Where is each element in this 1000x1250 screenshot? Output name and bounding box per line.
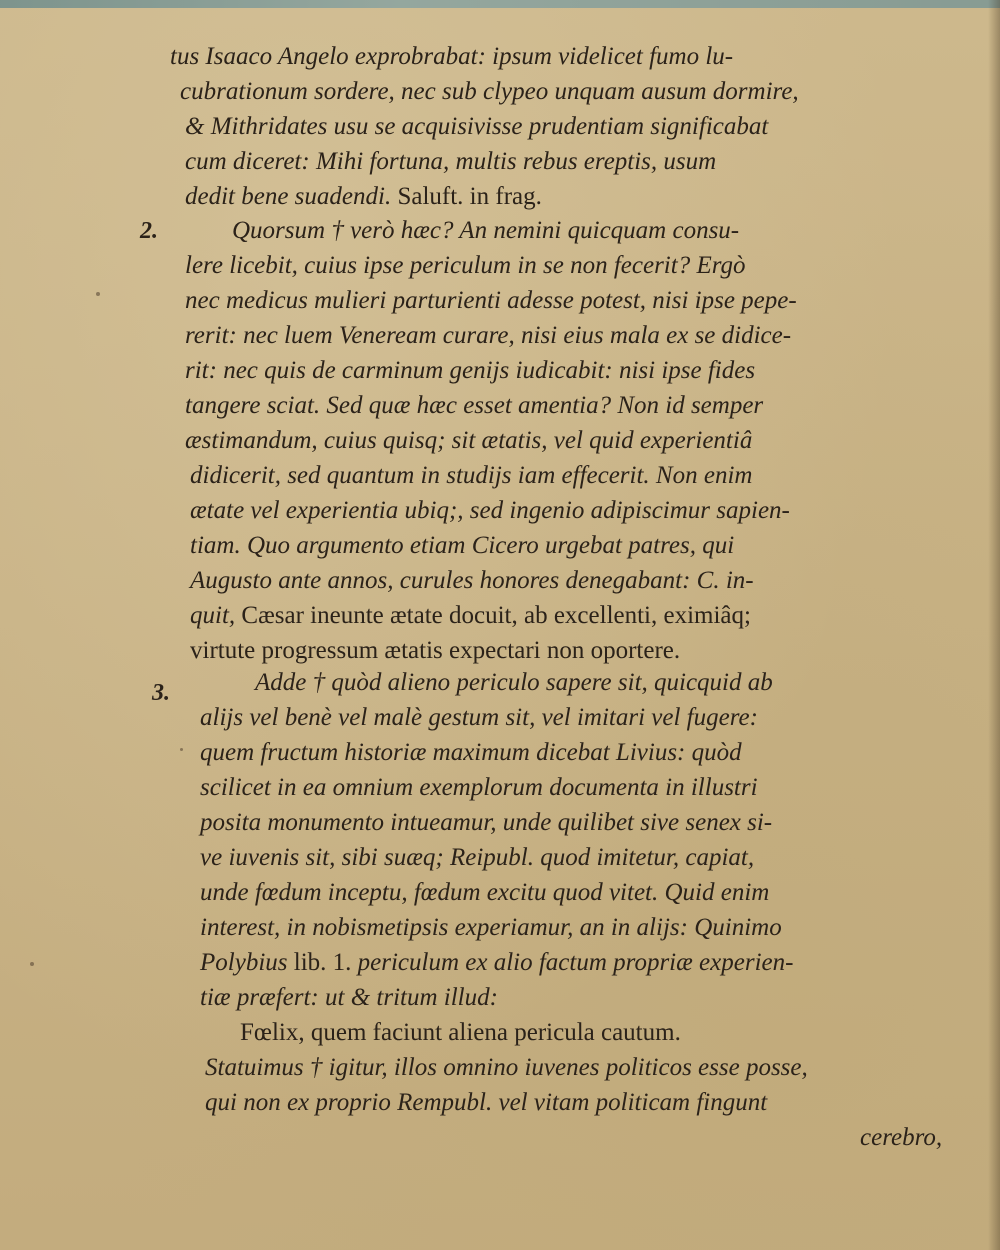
text-span: periculum ex alio factum propriæ experien- bbox=[357, 949, 794, 976]
text-line bbox=[185, 180, 542, 214]
text-line bbox=[190, 599, 751, 633]
text-line: quem fructum historiæ maximum dicebat Livius: quòd bbox=[200, 739, 742, 766]
text-line: unde fœdum inceptu, fœdum excitu quod vitet. Quid enim bbox=[200, 879, 770, 906]
top-edge-strip bbox=[0, 0, 1000, 8]
margin-number: 2. bbox=[140, 218, 158, 244]
text-line: Augusto ante annos, curules honores denegabant: C. in- bbox=[190, 567, 754, 594]
text-line: tangere sciat. Sed quæ hæc esset amentia? Non id semper bbox=[185, 392, 764, 419]
text-span: dedit bene suadendi. bbox=[185, 183, 392, 210]
text-line: rit: nec quis de carminum genijs iudicabit: nisi ipse fides bbox=[185, 357, 756, 384]
text-line: cum diceret: Mihi fortuna, multis rebus ereptis, usum bbox=[185, 148, 717, 175]
text-line: Adde † quòd alieno periculo sapere sit, quicquid ab bbox=[255, 669, 773, 696]
text-line: ætate vel experientia ubiq;, sed ingenio adipiscimur sapien- bbox=[190, 497, 790, 524]
text-line: æstimandum, cuius quisq; sit ætatis, vel quid experientiâ bbox=[185, 427, 753, 454]
text-span: Polybius bbox=[200, 949, 288, 976]
text-line: alijs vel benè vel malè gestum sit, vel imitari vel fugere: bbox=[200, 704, 758, 731]
roman-text: lib. 1. bbox=[293, 949, 352, 976]
text-line: Statuimus † igitur, illos omnino iuvenes politicos esse posse, bbox=[205, 1054, 808, 1081]
ink-speck bbox=[30, 962, 34, 966]
text-line: virtute progressum ætatis expectari non oportere. bbox=[190, 637, 681, 664]
text-line: nec medicus mulieri parturienti adesse potest, nisi ipse pepe- bbox=[185, 287, 797, 314]
ink-speck bbox=[180, 748, 183, 751]
text-line: tiam. Quo argumento etiam Cicero urgebat patres, qui bbox=[190, 532, 735, 559]
text-line: interest, in nobismetipsis experiamur, an in alijs: Quinimo bbox=[200, 914, 782, 941]
text-line: posita monumento intueamur, unde quilibet sive senex si- bbox=[200, 809, 773, 836]
text-line: & Mithridates usu se acquisivisse prudentiam significabat bbox=[185, 113, 769, 140]
text-line: cubrationum sordere, nec sub clypeo unquam ausum dormire, bbox=[180, 78, 799, 105]
text-line: tus Isaaco Angelo exprobrabat: ipsum videlicet fumo lu- bbox=[170, 43, 734, 70]
text-line: rerit: nec luem Veneream curare, nisi eius mala ex se didice- bbox=[185, 322, 792, 349]
citation-sallust: Saluft. in frag. bbox=[397, 183, 542, 210]
page-edge-shadow bbox=[988, 0, 1000, 1250]
margin-number: 3. bbox=[152, 680, 170, 706]
text-line: didicerit, sed quantum in studijs iam effecerit. Non enim bbox=[190, 462, 753, 489]
text-span: quit, bbox=[190, 602, 236, 629]
text-line: scilicet in ea omnium exemplorum documenta in illustri bbox=[200, 774, 758, 801]
ink-speck bbox=[96, 292, 100, 296]
roman-text: Cæsar ineunte ætate docuit, ab excellenti, eximiâq; bbox=[241, 602, 751, 629]
verse-line: Fœlix, quem faciunt aliena pericula cautum. bbox=[240, 1019, 681, 1046]
text-line: qui non ex proprio Rempubl. vel vitam politicam fingunt bbox=[205, 1089, 768, 1116]
text-line bbox=[200, 946, 793, 980]
text-line: tiæ præfert: ut & tritum illud: bbox=[200, 984, 498, 1011]
text-line: lere licebit, cuius ipse periculum in se non fecerit? Ergò bbox=[185, 252, 746, 279]
text-line: ve iuvenis sit, sibi suæq; Reipubl. quod imitetur, capiat, bbox=[200, 844, 755, 871]
text-line: Quorsum † verò hæc? An nemini quicquam consu- bbox=[232, 217, 740, 244]
catchword: cerebro, bbox=[860, 1124, 943, 1151]
